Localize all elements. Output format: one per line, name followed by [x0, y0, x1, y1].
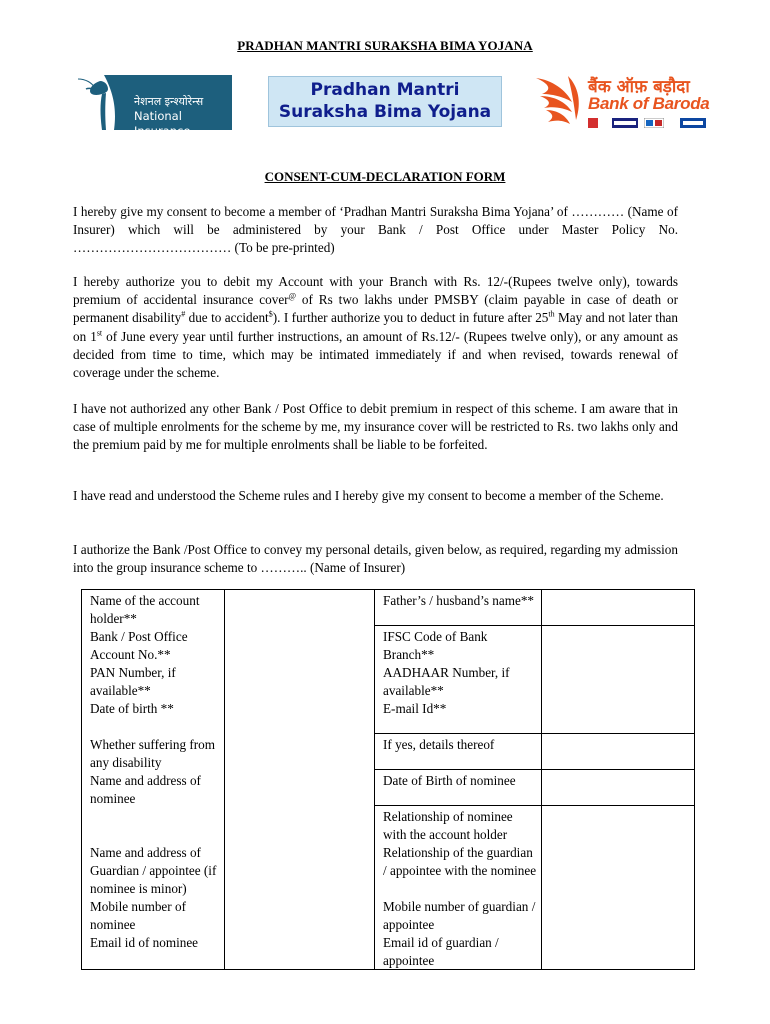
national-insurance-emblem-icon	[72, 75, 128, 130]
label-nominee-relationship: Relationship of nominee with the account holder	[383, 809, 513, 842]
label-father-husband-name: Father’s / husband’s name**	[383, 593, 535, 608]
badge-icon-1	[588, 118, 598, 128]
multiple-enrolment-paragraph: I have not authorized any other Bank / Post Office to debit premium in respect of this scheme. I am aware that in case of multiple enrolments for the scheme by me, my insurance cover will be restricted to Rs. two lakhs only and the premium paid by me for multiple enrolments shall be liable to be forfeited.	[73, 401, 678, 453]
label-disability-details: If yes, details thereof	[383, 737, 495, 752]
label-nominee-mobile: Mobile number of nominee	[90, 899, 186, 932]
right-value-column[interactable]	[542, 590, 694, 969]
pmsby-title-line1: Pradhan Mantri	[310, 80, 460, 100]
document-title: PRADHAN MANTRI SURAKSHA BIMA YOJANA	[237, 38, 533, 53]
pmsby-title-line2: Suraksha Bima Yojana	[278, 102, 492, 122]
label-account-number: Bank / Post Office Account No.**	[90, 629, 188, 662]
badge-icon-3	[644, 118, 664, 128]
label-guardian-mobile: Mobile number of guardian / appointee	[383, 899, 536, 932]
national-insurance-hindi: नेशनल इन्श्योरेन्स	[134, 95, 204, 108]
table-divider	[374, 590, 375, 969]
authorization-paragraph: I hereby authorize you to debit my Account with your Branch with Rs. 12/-(Rupees twelve only), towards premium of accidental insurance cover@ of Rs two lakhs under PMSBY (claim payable in case of death or permanent disability# due to accident$). I further authorize you to deduct in future after 25th May and not later than on 1st of June every year until further instructions, an amount of Rs.12/- (Rupees twelve only), or any amount as decided from time to time, which may be intimated immediately if and when revised, towards renewal of coverage under the scheme.	[73, 274, 679, 381]
personal-details-table	[81, 589, 695, 970]
label-date-of-birth: Date of birth **	[90, 701, 174, 716]
national-insurance-logo	[72, 75, 232, 138]
pmsby-title-box	[268, 76, 502, 127]
label-aadhaar-number: AADHAAR Number, if available**	[383, 665, 510, 698]
national-insurance-english: National Insurance	[134, 109, 191, 138]
label-account-holder-name: Name of the account holder**	[90, 593, 200, 626]
label-guardian-email: Email id of guardian / appointee	[383, 935, 499, 968]
label-guardian-relationship: Relationship of the guardian / appointee with the nominee	[383, 845, 537, 878]
label-nominee-email: Email id of nominee	[90, 935, 199, 950]
badge-icon-4	[680, 118, 706, 128]
label-nominee-dob: Date of Birth of nominee	[383, 773, 516, 788]
label-ifsc-code: IFSC Code of Bank Branch**	[383, 629, 488, 662]
label-guardian-name-address: Name and address of Guardian / appointee (if nominee is minor)	[90, 845, 217, 896]
bank-of-baroda-sunburst-icon	[532, 72, 586, 130]
bank-of-baroda-badges	[588, 118, 728, 130]
scheme-rules-paragraph: I have read and understood the Scheme rules and I hereby give my consent to become a member of the Scheme.	[73, 488, 664, 503]
form-heading: CONSENT-CUM-DECLARATION FORM	[264, 169, 506, 184]
badge-icon-2	[612, 118, 638, 128]
bank-of-baroda-english: Bank of Baroda	[588, 94, 710, 113]
left-value-column[interactable]	[225, 590, 374, 969]
label-disability: Whether suffering from any disability	[90, 737, 215, 770]
label-email-id: E-mail Id**	[383, 701, 447, 716]
bank-of-baroda-hindi: बैंक ऑफ़ बड़ौदा	[588, 77, 690, 97]
label-nominee-name-address: Name and address of nominee	[90, 773, 201, 806]
national-insurance-wordmark	[134, 95, 232, 139]
label-pan-number: PAN Number, if available**	[90, 665, 176, 698]
consent-paragraph: I hereby give my consent to become a member of ‘Pradhan Mantri Suraksha Bima Yojana’ of ………… (Name of Insurer) which will be administered by your Bank / Post Office under Master Policy No. ……………………………… (To be pre-printed)	[73, 204, 678, 256]
personal-details-paragraph: I authorize the Bank /Post Office to convey my personal details, given below, as required, regarding my admission into the group insurance scheme to ……….. (Name of Insurer)	[73, 542, 678, 576]
bank-of-baroda-logo	[532, 72, 710, 132]
